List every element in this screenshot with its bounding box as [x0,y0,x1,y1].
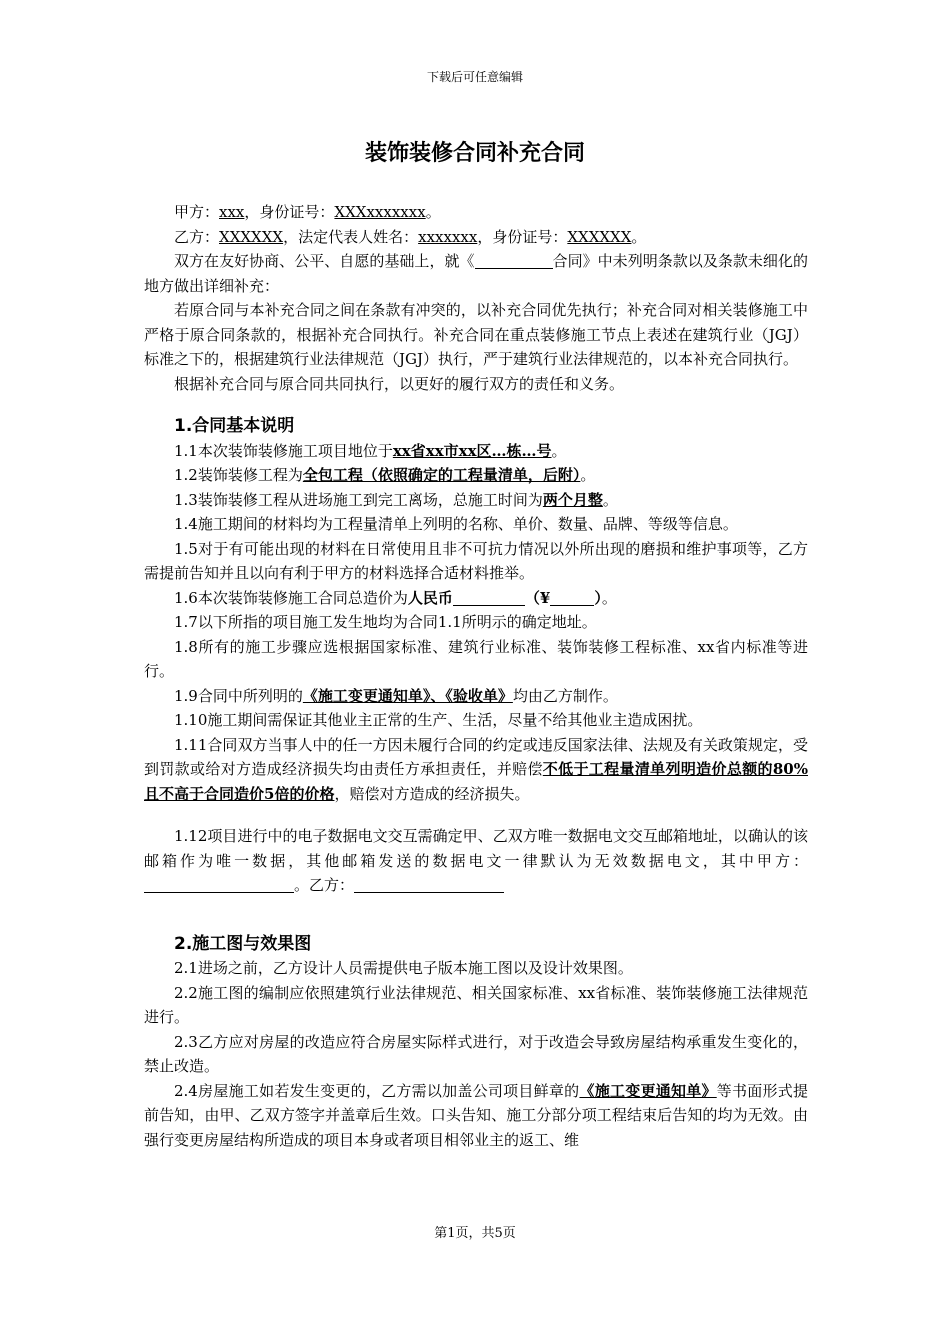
clause-2-4: 2.4房屋施工如若发生变更的，乙方需以加盖公司项目鲜章的《施工变更通知单》等书面形式提前告知，由甲、乙双方签字并盖章后生效。口头告知、施工分部分项工程结束后告知的均为无效。由强行变更房屋结构所造成的项目本身或者项目相邻业主的返工、维 [144,1081,808,1149]
clause-1-2: 1.2装饰装修工程为全包工程（依照确定的工程量清单，后附）。 [174,466,596,484]
price-number-blank [550,589,594,606]
clause-2-3: 2.3乙方应对房屋的改造应符合房屋实际样式进行，对于改造会导致房屋结构承重发生变化的，禁止改造。 [144,1032,808,1075]
clause-1-1: 1.1本次装饰装修施工项目地位于xx省xx市xx区…栋…号。 [174,441,567,460]
party-b-name: XXXXXX [219,227,284,246]
clause-1-7: 1.7以下所指的项目施工发生地均为合同1.1所明示的确定地址。 [174,613,597,631]
section-1-heading: 1.合同基本说明 [174,416,295,436]
clause-1-8: 1.8所有的施工步骤应选根据国家标准、建筑行业标准、装饰装修工程标准、xx省内标准等进行。 [144,637,808,680]
clause-1-10: 1.10施工期间需保证其他业主正常的生产、生活，尽量不给其他业主造成困扰。 [174,711,703,729]
party-a-email-blank [144,876,294,893]
clause-1-6: 1.6本次装饰装修施工合同总造价为人民币 （¥ ）。 [174,588,617,607]
document-title: 装饰装修合同补充合同 [364,141,585,166]
priority-paragraph: 若原合同与本补充合同之间在条款有冲突的，以补充合同优先执行；补充合同对相关装修施工中严格于原合同条款的，根据补充合同执行。补充合同在重点装修施工节点上表述在建筑行业（JGJ）标准之下的，根据建筑行业法律规范（JGJ）执行，严于建筑行业法律规范的，以本补充合同执行。 [144,301,808,368]
clause-2-2: 2.2施工图的编制应依照建筑行业法律规范、相关国家标准、xx省标准、装饰装修施工法律规范进行。 [144,983,808,1026]
clause-2-1: 2.1进场之前，乙方设计人员需提供电子版本施工图以及设计效果图。 [174,959,633,977]
intro-paragraph: 双方在友好协商、公平、自愿的基础上，就《 合同》中未列明条款以及条款未细化的地方做出详细补充： [144,252,808,295]
execution-paragraph: 根据补充合同与原合同共同执行，以更好的履行双方的责任和义务。 [174,374,625,393]
party-a-id: XXXxxxxxxx [334,203,426,221]
clause-1-11: 1.11合同双方当事人中的任一方因未履行合同的约定或违反国家法律、法规及有关政策规定，受到罚款或给对方造成经济损失均由责任方承担责任，并赔偿不低于工程量清单列明造价总额的80%且不高于合同造价5倍的价格，赔偿对方造成的经济损失。 [144,735,808,803]
clause-1-4: 1.4施工期间的材料均为工程量清单上列明的名称、单价、数量、品牌、等级等信息。 [174,515,738,533]
price-blank [453,589,525,606]
page-footer: 第1页，共5页 [434,1226,516,1241]
party-a-line: 甲方：xxx，身份证号：XXXxxxxxxx。 [174,203,441,221]
header-note: 下载后可任意编辑 [426,70,523,84]
clause-1-3: 1.3装饰装修工程从进场施工到完工离场，总施工时间为两个月整。 [174,490,618,509]
clause-1-5: 1.5对于有可能出现的材料在日常使用且非不可抗力情况以外所出现的磨损和维护事项等，乙方需提前告知并且以向有利于甲方的材料选择合适材料推举。 [144,539,808,582]
party-b-line: 乙方：XXXXXX，法定代表人姓名：xxxxxxx，身份证号：XXXXXX。 [174,227,647,246]
contract-name-blank [475,252,553,269]
section-2-heading: 2.施工图与效果图 [174,933,312,954]
document-body [144,200,808,1152]
clause-1-12: 1.12项目进行中的电子数据电文交互需确定甲、乙双方唯一数据电文交互邮箱地址，以确认的该邮箱作为唯一数据，其他邮箱发送的数据电文一律默认为无效数据电文，其中甲方：。乙方： [144,827,808,894]
party-a-name: xxx [219,203,245,221]
clause-1-9: 1.9合同中所列明的《施工变更通知单》、《验收单》均由乙方制作。 [174,686,618,705]
party-b-id: XXXXXX [567,227,632,246]
party-b-email-blank [354,876,504,893]
party-b-rep: xxxxxxx [418,227,478,246]
